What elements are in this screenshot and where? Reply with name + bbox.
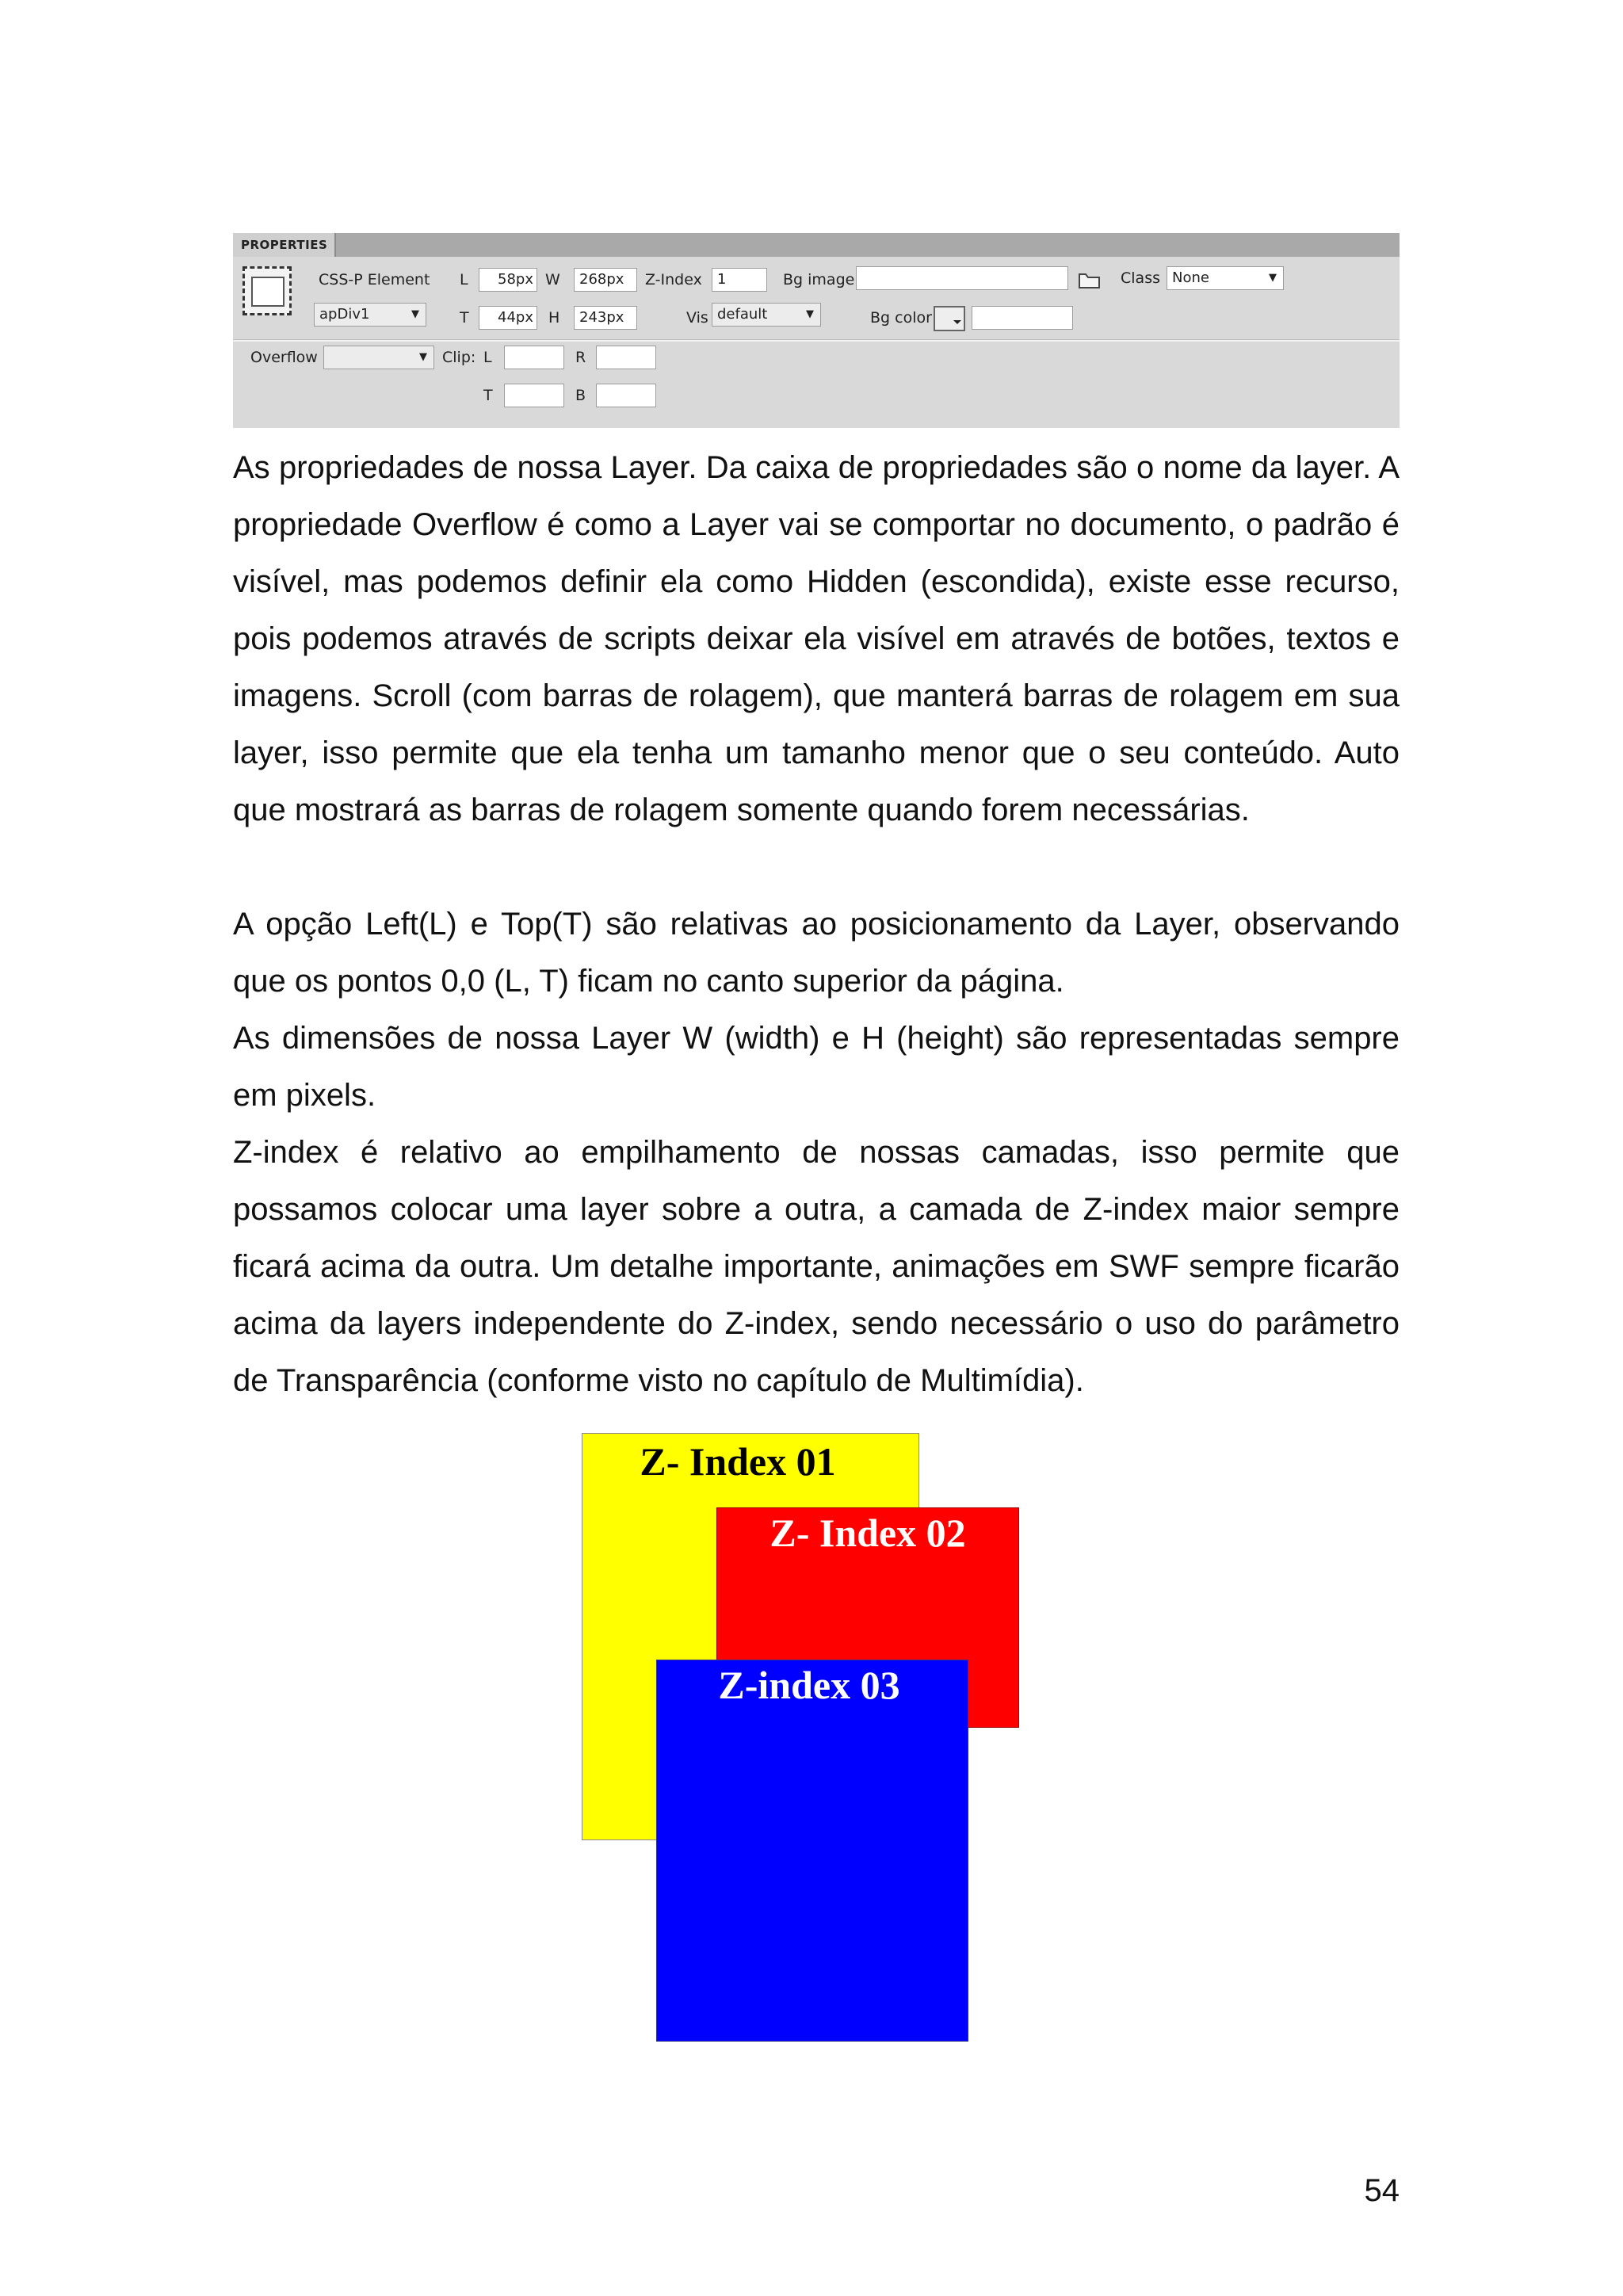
zindex-label-02: Z- Index 02 <box>769 1511 966 1555</box>
clip-l-input[interactable] <box>504 346 564 369</box>
properties-panel <box>233 233 1400 428</box>
class-label: Class <box>1121 269 1160 287</box>
element-type-label: CSS-P Element <box>319 271 430 288</box>
width-label: W <box>545 271 560 288</box>
zindex-layer-03 <box>656 1660 968 2042</box>
folder-icon[interactable] <box>1078 271 1102 290</box>
height-label: H <box>548 309 560 327</box>
panel-title: PROPERTIES <box>233 233 336 257</box>
overflow-select[interactable] <box>323 346 434 369</box>
overflow-label: Overflow <box>250 349 318 366</box>
bg-image-input[interactable] <box>856 266 1068 290</box>
paragraph-overflow: As propriedades de nossa Layer. Da caixa de propriedades são o nome da layer. A propriedade Overflow é como a Layer vai se comportar no documento, o padrão é visível, mas podemos definir ela como Hidden (escondida), existe esse recurso, pois podemos através de scripts deixar ela visível em através de botões, textos e imagens. Scroll (com barras de rolagem), que manterá barras de rolagem em sua layer, isso permite que ela tenha um tamanho menor que o seu conteúdo. Auto que mostrará as barras de rolagem somente quando forem necessárias. <box>233 450 1400 827</box>
height-input[interactable]: 243px <box>574 306 637 330</box>
page-number: 54 <box>1364 2173 1400 2208</box>
element-name-select[interactable]: apDiv1 ▼ <box>314 303 426 327</box>
panel-header <box>233 233 1400 257</box>
bg-color-label: Bg color <box>870 309 932 327</box>
vis-label: Vis <box>686 309 708 327</box>
zindex-label-03: Z-index 03 <box>718 1663 900 1707</box>
paragraph-dimensions: As dimensões de nossa Layer W (width) e H (height) são representadas sempre em pixels. <box>233 1021 1400 1113</box>
clip-r-label: R <box>575 349 586 366</box>
width-input[interactable]: 268px <box>574 268 637 292</box>
top-label: T <box>460 309 469 327</box>
bg-image-label: Bg image <box>783 271 855 288</box>
panel-divider <box>233 339 1400 342</box>
left-input[interactable]: 58px <box>479 268 537 292</box>
clip-b-input[interactable] <box>596 384 656 407</box>
paragraph-left-top: A opção Left(L) e Top(T) são relativas ao posicionamento da Layer, observando que os pontos 0,0 (L, T) ficam no canto superior da página. <box>233 907 1400 999</box>
class-select[interactable]: None ▼ <box>1167 266 1284 290</box>
paragraph-zindex: Z-index é relativo ao empilhamento de nossas camadas, isso permite que possamos colocar uma layer sobre a outra, a camada de Z-index maior sempre ficará acima da outra. Um detalhe importante, animações em SWF sempre ficarão acima da layers independente do Z-index, sendo necessário o uso do parâmetro de Transparência (conforme visto no capítulo de Multimídia). <box>233 1135 1400 1398</box>
bg-color-input[interactable] <box>972 306 1073 330</box>
top-input[interactable]: 44px <box>479 306 537 330</box>
zindex-input[interactable]: 1 <box>712 268 767 292</box>
zindex-label-01: Z- Index 01 <box>640 1439 836 1484</box>
clip-r-input[interactable] <box>596 346 656 369</box>
layer-icon <box>242 266 292 315</box>
clip-t-input[interactable] <box>504 384 564 407</box>
zindex-label: Z-Index <box>645 271 702 288</box>
clip-l-label: L <box>483 349 492 366</box>
vis-select[interactable]: default ▼ <box>712 303 821 327</box>
clip-t-label: T <box>483 387 493 404</box>
left-label: L <box>460 271 468 288</box>
clip-b-label: B <box>575 387 586 404</box>
clip-label: Clip: <box>442 349 476 366</box>
bg-color-swatch[interactable] <box>934 306 965 331</box>
